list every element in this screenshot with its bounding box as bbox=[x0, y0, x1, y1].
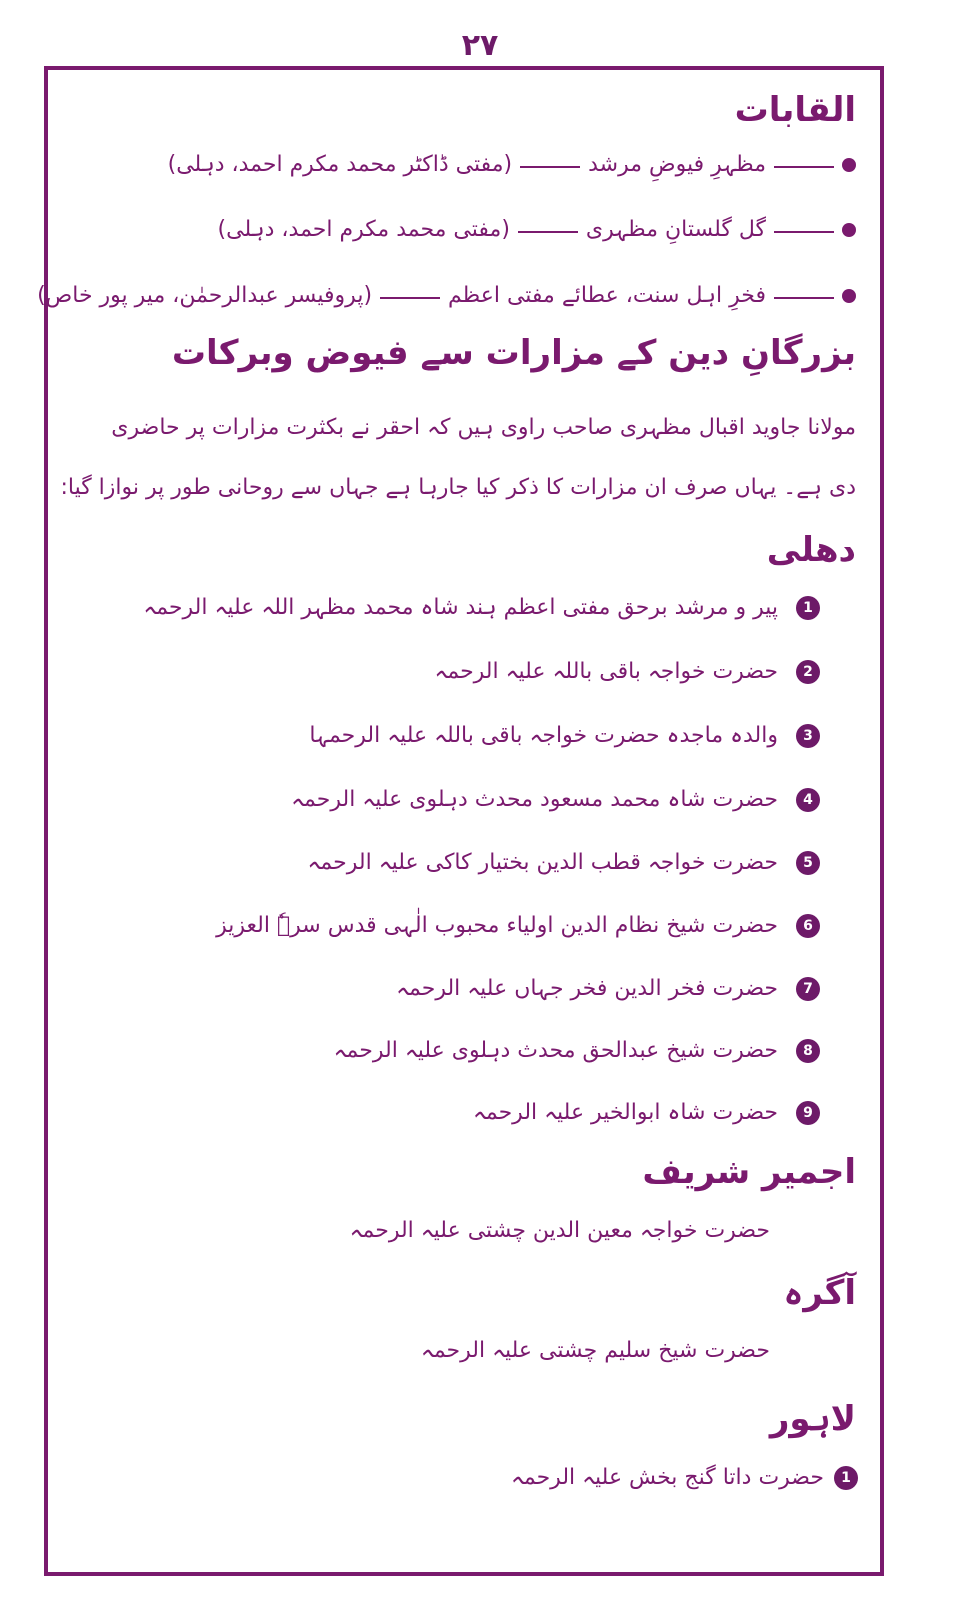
title-author: (پروفیسر عبدالرحمٰن، میر پور خاص) bbox=[37, 283, 373, 308]
title-text: مظہرِ فیوضِ مرشد bbox=[588, 152, 766, 177]
list-item bbox=[143, 595, 820, 620]
list-item bbox=[216, 913, 820, 938]
list-item bbox=[308, 850, 820, 875]
bullet-icon bbox=[842, 158, 856, 172]
title-author: (مفتی ڈاکٹر محمد مکرم احمد، دہلی) bbox=[167, 152, 513, 177]
list-item bbox=[291, 787, 820, 812]
list-item-text: حضرت شیخ عبدالحق محدث دہلوی علیہ الرحمہ bbox=[333, 1038, 778, 1063]
bullet-icon bbox=[842, 289, 856, 303]
number-badge: 4 bbox=[796, 788, 820, 812]
list-item-text: حضرت شاہ محمد مسعود محدث دہلوی علیہ الرحمہ bbox=[291, 787, 778, 812]
bullet-icon bbox=[842, 223, 856, 237]
agra-heading: آگرہ bbox=[783, 1273, 856, 1313]
title-author: (مفتی محمد مکرم احمد، دہلی) bbox=[217, 217, 510, 242]
title-text: فخرِ اہل سنت، عطائے مفتی اعظم bbox=[448, 283, 766, 308]
list-item-text: حضرت خواجہ قطب الدین بختیار کاکی علیہ الرحمہ bbox=[307, 850, 778, 875]
number-badge: 8 bbox=[796, 1039, 820, 1063]
number-badge: 5 bbox=[796, 851, 820, 875]
list-item bbox=[434, 659, 820, 684]
list-item-text: حضرت خواجہ باقی باللہ علیہ الرحمہ bbox=[434, 659, 778, 684]
ajmer-heading: اجمیر شریف bbox=[642, 1152, 856, 1192]
list-item-text: حضرت فخر الدین فخر جہاں علیہ الرحمہ bbox=[396, 976, 778, 1001]
list-item bbox=[309, 723, 820, 748]
title-row bbox=[168, 152, 856, 177]
ajmer-shrine: حضرت خواجہ معین الدین چشتی علیہ الرحمہ bbox=[349, 1218, 770, 1243]
page-frame bbox=[37, 66, 884, 1576]
list-item-text: حضرت شیخ نظام الدین اولیاء محبوب الٰہی قدس سرہٗ العزیز bbox=[216, 913, 778, 938]
number-badge: 3 bbox=[796, 724, 820, 748]
dash-divider bbox=[518, 231, 578, 233]
list-item bbox=[334, 1038, 820, 1063]
agra-shrine: حضرت شیخ سلیم چشتی علیہ الرحمہ bbox=[420, 1338, 770, 1363]
number-badge: 1 bbox=[834, 1466, 858, 1490]
list-item-text: پیر و مرشد برحق مفتی اعظم ہند شاہ محمد مظہر اللہ علیہ الرحمہ bbox=[143, 595, 778, 620]
page-number: ۲۷ bbox=[461, 28, 499, 63]
list-item bbox=[396, 976, 820, 1001]
list-item-text: والدہ ماجدہ حضرت خواجہ باقی باللہ علیہ الرحمہا bbox=[309, 723, 778, 748]
list-item bbox=[473, 1100, 820, 1125]
list-item bbox=[511, 1465, 858, 1490]
number-badge: 7 bbox=[796, 977, 820, 1001]
alqabat-heading: القابات bbox=[734, 90, 856, 130]
number-badge: 6 bbox=[796, 914, 820, 938]
intro-line-2: دی ہے۔ یہاں صرف ان مزارات کا ذکر کیا جارہا ہے جہاں سے روحانی طور پر نوازا گیا: bbox=[60, 475, 856, 500]
title-row bbox=[218, 217, 856, 242]
list-item-text: حضرت شاہ ابوالخیر علیہ الرحمہ bbox=[472, 1100, 778, 1125]
number-badge: 2 bbox=[796, 660, 820, 684]
list-item-text: حضرت داتا گنج بخش علیہ الرحمہ bbox=[510, 1465, 824, 1490]
dehli-heading: دھلی bbox=[766, 530, 856, 570]
title-text: گل گلستانِ مظہری bbox=[585, 217, 766, 242]
dash-divider bbox=[774, 231, 834, 233]
dash-divider bbox=[774, 297, 834, 299]
number-badge: 9 bbox=[796, 1101, 820, 1125]
intro-line-1: مولانا جاوید اقبال مظہری صاحب راوی ہیں کہ احقر نے بکثرت مزارات پر حاضری bbox=[111, 415, 856, 440]
dash-divider bbox=[774, 166, 834, 168]
title-row bbox=[37, 283, 856, 308]
main-heading: بزرگانِ دین کے مزارات سے فیوض وبرکات bbox=[171, 333, 856, 373]
dash-divider bbox=[380, 297, 440, 299]
lahore-heading: لاہور bbox=[769, 1399, 856, 1439]
dash-divider bbox=[520, 166, 580, 168]
number-badge: 1 bbox=[796, 596, 820, 620]
